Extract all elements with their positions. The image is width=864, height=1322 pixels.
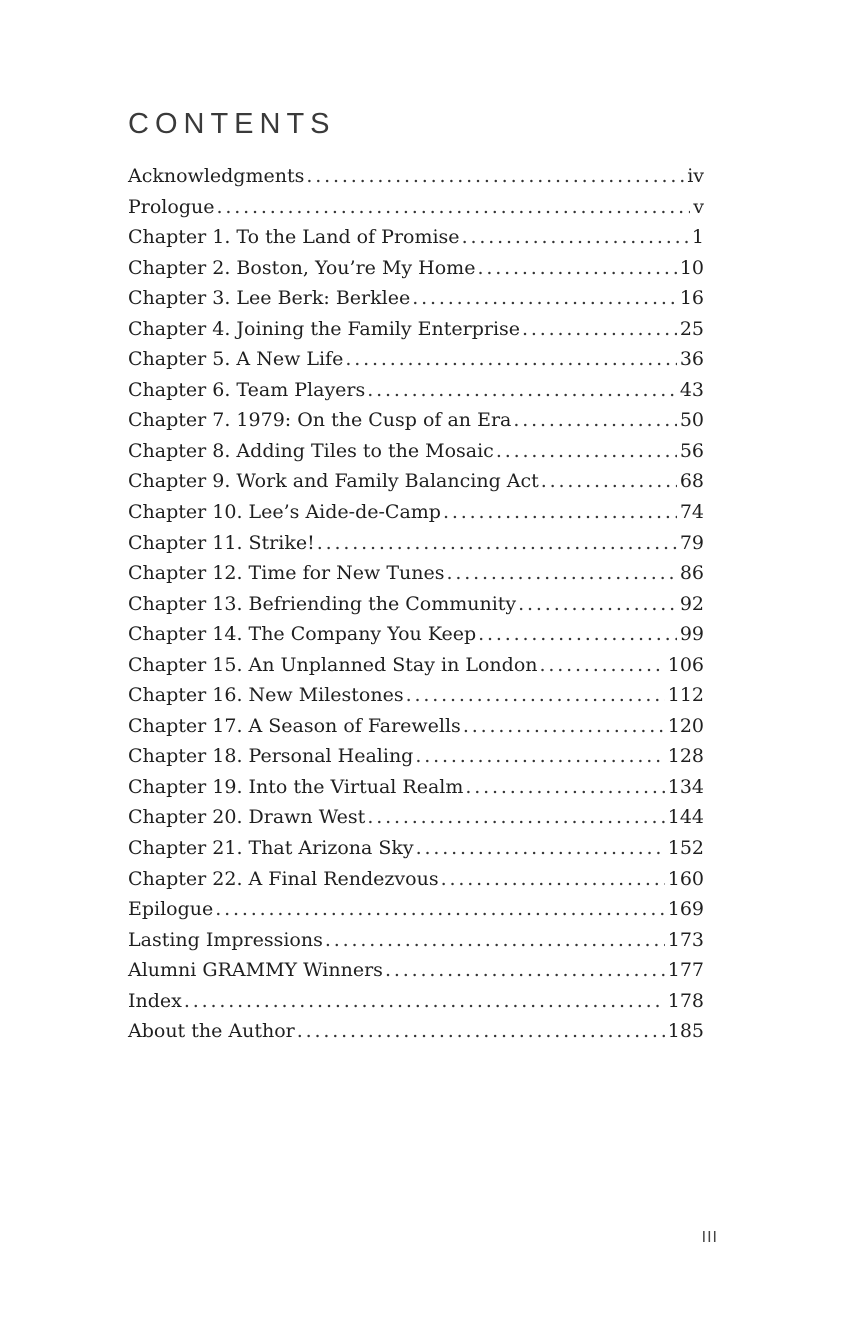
toc-entry[interactable] [128,925,704,956]
toc-entry-title: Chapter 9. Work and Family Balancing Act [128,470,539,493]
toc-entry-title: Chapter 6. Team Players [128,378,366,401]
toc-entry-title: Chapter 11. Strike! [128,531,315,554]
toc-entry-page-number: 25 [679,317,704,340]
toc-entry[interactable] [128,833,704,864]
toc-entry-page-number: 173 [667,928,704,951]
toc-entry-title: Chapter 7. 1979: On the Cusp of an Era [128,409,512,432]
toc-entry-page-number: 106 [667,653,704,676]
toc-entry-page-number: 185 [667,1020,704,1043]
toc-entry[interactable] [128,864,704,895]
toc-entry[interactable] [128,283,704,314]
toc-entry-page-number: 56 [679,439,704,462]
dot-leader [540,650,665,680]
toc-entry-page-number: 79 [679,531,704,554]
dot-leader [367,375,677,405]
toc-entry-page-number: 16 [679,287,704,310]
dot-leader [216,192,690,222]
toc-entry[interactable] [128,466,704,497]
toc-entry[interactable] [128,589,704,620]
toc-entry-page-number: iv [687,165,704,187]
dot-leader [441,864,665,894]
toc-entry[interactable] [128,1016,704,1047]
toc-entry-title: Chapter 1. To the Land of Promise [128,226,460,249]
toc-entry-title: Chapter 18. Personal Healing [128,745,414,768]
toc-entry-title: Chapter 20. Drawn West [128,806,366,829]
toc-entry[interactable] [128,741,704,772]
toc-entry-page-number: 50 [679,409,704,432]
dot-leader [215,894,664,924]
toc-entry-title: Chapter 5. A New Life [128,348,344,371]
toc-entry-page-number: 152 [667,837,704,860]
toc-entry-page-number: 92 [679,592,704,615]
dot-leader [446,558,676,588]
dot-leader [317,528,677,558]
toc-entry-page-number: 120 [667,714,704,737]
toc-entry-page-number: 68 [679,470,704,493]
dot-leader [496,436,677,466]
toc-entry-page-number: 178 [667,989,704,1012]
toc-entry[interactable] [128,772,704,803]
toc-entry-title: Chapter 15. An Unplanned Stay in London [128,653,538,676]
toc-entry-title: Epilogue [128,898,214,921]
toc-entry[interactable] [128,986,704,1017]
toc-entry[interactable] [128,405,704,436]
toc-entry[interactable] [128,497,704,528]
toc-entry[interactable] [128,894,704,925]
dot-leader [345,344,676,374]
toc-entry[interactable] [128,344,704,375]
toc-entry[interactable] [128,528,704,559]
dot-leader [443,497,677,527]
toc-entry-page-number: v [693,195,704,218]
toc-entry[interactable] [128,558,704,589]
dot-leader [465,772,664,802]
toc-entry-page-number: 86 [679,562,704,585]
toc-entry-page-number: 10 [679,256,704,279]
page-title: CONTENTS [128,108,336,140]
toc-entry-page-number: 169 [667,898,704,921]
dot-leader [462,222,689,252]
toc-entry-page-number: 160 [667,867,704,890]
toc-entry-title: About the Author [128,1020,295,1043]
page-number: III [701,1229,718,1246]
dot-leader [367,802,664,832]
toc-entry[interactable] [128,222,704,253]
toc-entry-title: Chapter 12. Time for New Tunes [128,562,445,585]
toc-entry-title: Chapter 8. Adding Tiles to the Mosaic [128,439,494,462]
toc-entry-title: Chapter 16. New Milestones [128,684,404,707]
toc-entry-page-number: 99 [679,623,704,646]
dot-leader [406,680,665,710]
toc-entry-title: Chapter 21. That Arizona Sky [128,837,414,860]
toc-entry-title: Chapter 10. Lee’s Aide-de-Camp [128,501,441,524]
dot-leader [477,253,676,283]
toc-entry-title: Chapter 19. Into the Virtual Realm [128,775,464,798]
dot-leader [415,741,664,771]
toc-entry-page-number: 1 [691,226,704,249]
dot-leader [463,711,665,741]
dot-leader [541,466,677,496]
toc-entry-title: Acknowledgments [128,165,305,187]
dot-leader [513,405,676,435]
toc-entry-title: Chapter 22. A Final Rendezvous [128,867,439,890]
toc-entry-page-number: 144 [667,806,704,829]
toc-entry[interactable] [128,375,704,406]
toc-entry-title: Prologue [128,195,215,218]
toc-entry-page-number: 36 [679,348,704,371]
toc-entry-title: Chapter 4. Joining the Family Enterprise [128,317,521,340]
dot-leader [412,283,677,313]
dot-leader [522,314,677,344]
toc-entry[interactable] [128,436,704,467]
toc-entry-page-number: 43 [679,378,704,401]
dot-leader [325,925,665,955]
dot-leader [297,1016,665,1046]
toc-entry-page-number: 177 [667,959,704,982]
dot-leader [518,589,677,619]
toc-entry-title: Index [128,989,182,1012]
toc-entry[interactable] [128,314,704,345]
toc-entry-page-number: 128 [667,745,704,768]
toc-entry-title: Alumni GRAMMY Winners [128,959,383,982]
toc-entry-page-number: 74 [679,501,704,524]
toc-entry-title: Chapter 2. Boston, You’re My Home [128,256,476,279]
dot-leader [385,955,665,985]
toc-entry-page-number: 134 [667,775,704,798]
dot-leader [416,833,665,863]
toc-entry[interactable] [128,619,704,650]
toc-entry-page-number: 112 [667,684,704,707]
toc-entry-title: Chapter 14. The Company You Keep [128,623,477,646]
toc-entry-title: Chapter 13. Befriending the Community [128,592,517,615]
toc-entry-title: Lasting Impressions [128,928,323,951]
toc-entry[interactable] [128,650,704,681]
toc-entry[interactable] [128,253,704,284]
toc-entry-title: Chapter 3. Lee Berk: Berklee [128,287,411,310]
toc-entry[interactable] [128,161,704,192]
table-of-contents [128,161,704,1047]
toc-entry[interactable] [128,711,704,742]
dot-leader [478,619,677,649]
dot-leader [306,161,684,191]
toc-entry[interactable] [128,802,704,833]
toc-entry-title: Chapter 17. A Season of Farewells [128,714,461,737]
toc-entry[interactable] [128,680,704,711]
toc-entry[interactable] [128,955,704,986]
toc-entry[interactable] [128,192,704,223]
dot-leader [184,986,665,1016]
